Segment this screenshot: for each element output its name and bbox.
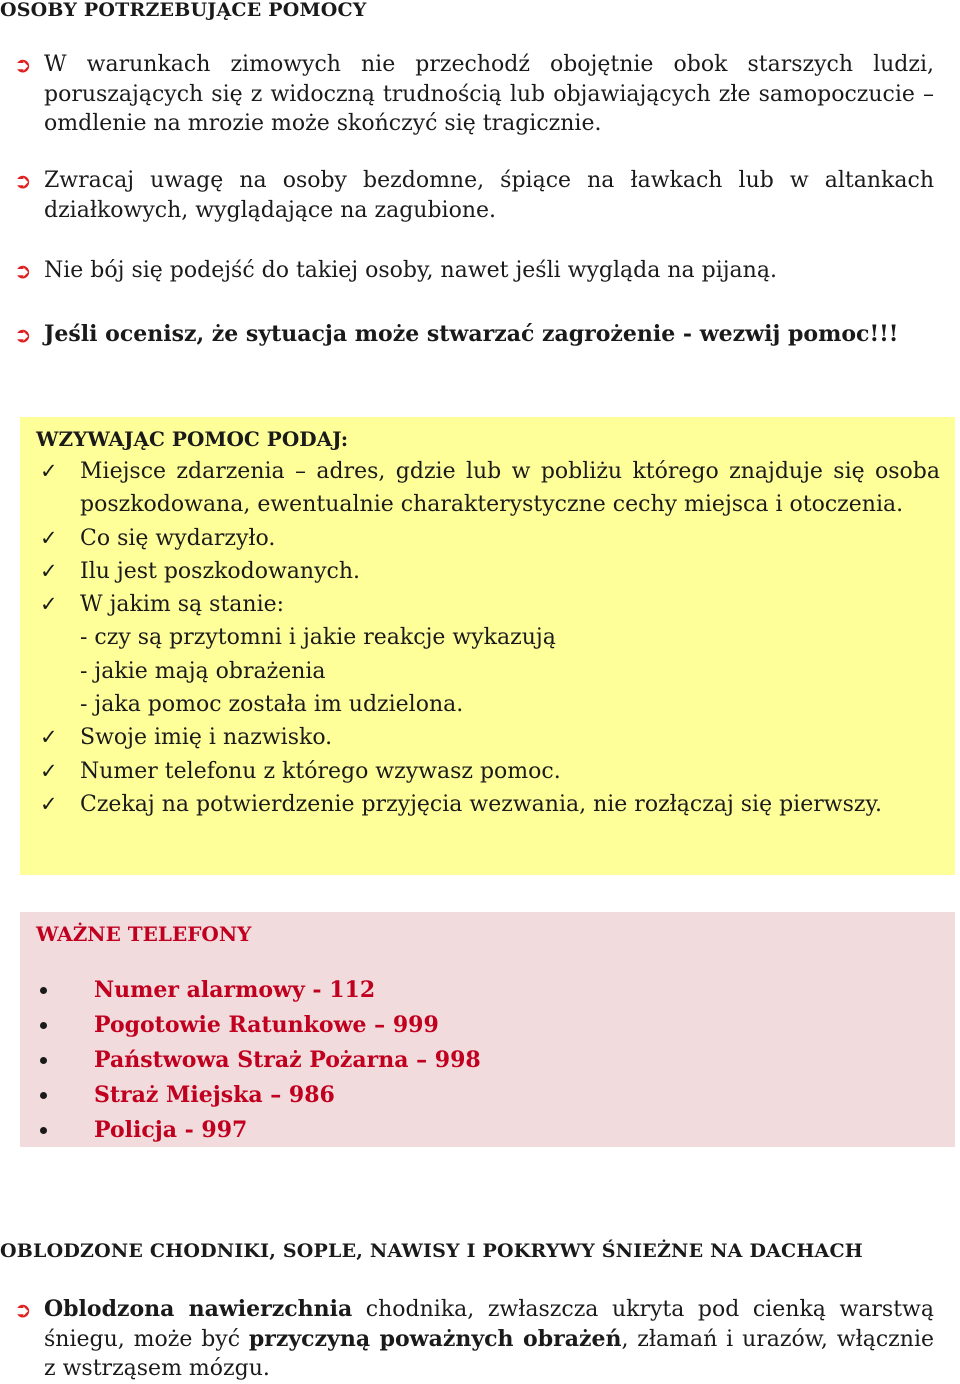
bullet-winter-elderly xyxy=(14,50,934,139)
arrow-icon: ➲ xyxy=(14,259,32,283)
checklist-item: ✓ Numer telefonu z którego wzywasz pomoc. xyxy=(40,755,940,788)
checklist-item: ✓ Co się wydarzyło. xyxy=(40,522,940,555)
important-phones-title: WAŻNE TELEFONY xyxy=(36,922,252,946)
checklist-item: ✓ W jakim są stanie: - czy są przytomni i jakie reakcje wykazują - jakie mają obrażenia - jaka pomoc została im udzielona. xyxy=(40,588,940,721)
section-title-icy-sidewalks: OBLODZONE CHODNIKI, SOPLE, NAWISY I POKRYWY ŚNIEŻNE NA DACHACH xyxy=(0,1240,863,1262)
state-subitem: - jakie mają obrażenia xyxy=(80,658,326,684)
checkmark-icon: ✓ xyxy=(40,758,58,783)
arrow-icon: ➲ xyxy=(14,1298,32,1322)
state-subitem: - czy są przytomni i jakie reakcje wykazują xyxy=(80,625,556,651)
checkmark-icon: ✓ xyxy=(40,558,58,583)
arrow-icon: ➲ xyxy=(14,53,32,77)
checklist-item: ✓ Miejsce zdarzenia – adres, gdzie lub w pobliżu którego znajduje się osoba poszkodowana, ewentualnie charakterystyczne cechy miejsca i otoczenia. xyxy=(40,455,940,522)
bullet-dot-icon xyxy=(40,1057,47,1064)
bullet-dot-icon xyxy=(40,1092,47,1099)
phone-list xyxy=(36,973,481,1148)
important-phones-box xyxy=(20,912,955,1147)
bullet-homeless xyxy=(14,166,934,225)
bullet-text: Zwracaj uwagę na osoby bezdomne, śpiące na ławkach lub w altankach działkowych, wyglądające na zagubione. xyxy=(44,168,934,223)
bullet-approach xyxy=(14,256,934,286)
bullet-text: Nie bój się podejść do takiej osoby, nawet jeśli wygląda na pijaną. xyxy=(44,258,777,283)
call-help-title: WZYWAJĄC POMOC PODAJ: xyxy=(36,427,349,451)
arrow-icon: ➲ xyxy=(14,323,32,347)
phone-item-alarm: Numer alarmowy - 112 xyxy=(36,973,481,1008)
section-title-people-in-need: OSOBY POTRZEBUJĄCE POMOCY xyxy=(0,0,367,21)
bullet-text: Jeśli ocenisz, że sytuacja może stwarzać zagrożenie - wezwij pomoc!!! xyxy=(44,321,899,347)
checkmark-icon: ✓ xyxy=(40,592,58,617)
checkmark-icon: ✓ xyxy=(40,459,58,483)
phone-item-city-guard: Straż Miejska – 986 xyxy=(36,1078,481,1113)
phone-item-police: Policja - 997 xyxy=(36,1113,481,1148)
bullet-dot-icon xyxy=(40,987,47,994)
bullet-call-help xyxy=(14,320,934,350)
call-help-checklist xyxy=(40,455,940,821)
checkmark-icon: ✓ xyxy=(40,791,58,816)
bullet-dot-icon xyxy=(40,1127,47,1134)
bullet-text: W warunkach zimowych nie przechodź obojętnie obok starszych ludzi, poruszających się z widoczną trudnością lub objawiających złe samopoczucie – omdlenie na mrozie może skończyć się tragicznie. xyxy=(44,52,934,136)
checklist-item: ✓ Swoje imię i nazwisko. xyxy=(40,721,940,754)
call-help-box xyxy=(20,417,955,875)
state-subitem: - jaka pomoc została im udzielona. xyxy=(80,692,464,718)
arrow-icon: ➲ xyxy=(14,169,32,193)
checkmark-icon: ✓ xyxy=(40,525,58,550)
checklist-item: ✓ Ilu jest poszkodowanych. xyxy=(40,555,940,588)
bullet-dot-icon xyxy=(40,1022,47,1029)
checklist-item: ✓ Czekaj na potwierdzenie przyjęcia wezwania, nie rozłączaj się pierwszy. xyxy=(40,788,940,821)
checkmark-icon: ✓ xyxy=(40,725,58,750)
bullet-icy-surface xyxy=(14,1295,934,1384)
phone-item-ambulance: Pogotowie Ratunkowe – 999 xyxy=(36,1008,481,1043)
phone-item-fire: Państwowa Straż Pożarna – 998 xyxy=(36,1043,481,1078)
bullet-text: Oblodzona nawierzchnia chodnika, zwłaszcza ukryta pod cienką warstwą śniegu, może być przyczyną poważnych obrażeń, złamań i urazów, włącznie z wstrząsem mózgu. xyxy=(44,1296,934,1381)
